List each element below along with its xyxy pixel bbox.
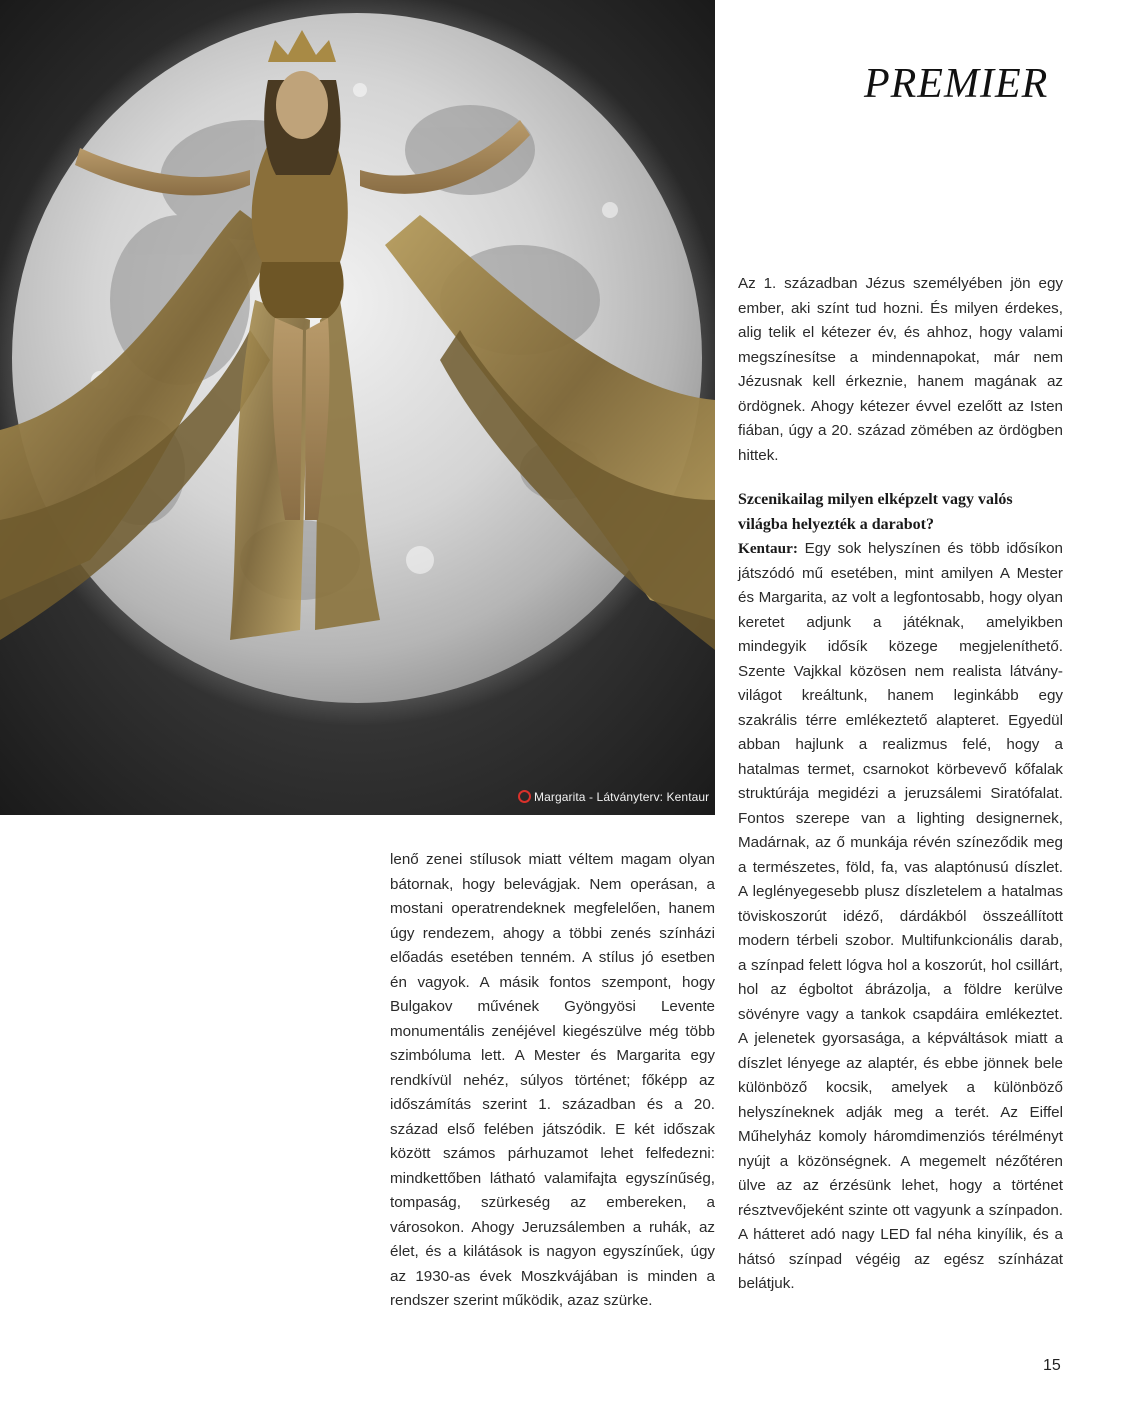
interview-answer (738, 537, 1063, 1297)
moon-figure-artwork (0, 0, 715, 815)
page-number: 15 (1043, 1357, 1061, 1374)
answer-text: Egy sok helyszínen és több idősíkon játszódó mű esetében, mint amilyen A Mester és Margarita, az volt a legfontosabb, hogy olyan keretet adjunk a játéknak, amelyikben mindegyik idősík közege megjeleníthető. Szente Vajkkal közösen nem realista látvány-világot kreáltunk, hanem leginkább egy szakrális térre emlékeztető alapteret. Egyedül abban hajlunk a realizmus felé, hogy a hatalmas termet, csarnokot körbevevő kőfalak struktúrája megidézi a jeruzsálemi Siratófalat. Fontos szerepe van a lighting designernek, Madárnak, az ő munkája révén színeződik meg a természetes, föld, fa, vas alaptónusú díszlet. A leglényegesebb plusz díszletelem a hatalmas töviskoszorút idéző, dárdákból összeállított modern térbeli szobor. Multifunkcionális darab, a színpad felett lógva hol a koszorút, hol csillárt, hol az égboltot ábrázolja, a földre kerülve sövényre vagy a tankok csapdáira emlékeztet. A jelenetek gyorsasága, a képváltások miatt a díszlet lényege az alaptér, és ebbe jönnek bele különböző kocsik, amelyek a különböző helyszíneknek adják meg a terét. Az Eiffel Műhelyház komoly háromdimenziós térélményt nyújt a közönségnek. A megemelt nézőtéren ülve az az érzésünk lehet, hogy a történet résztvevőjeként szinte ott vagyunk a színpadon. A hátteret adó nagy LED fal néha kinyílik, és a hátsó színpad végéig az egész színházat belátjuk. (738, 540, 1063, 1292)
image-caption-text: Margarita - Látványterv: Kentaur (534, 790, 710, 804)
interview-question: Szcenikailag milyen elképzelt vagy valós világba helyezték a darabot? (738, 491, 1013, 533)
image-caption (518, 790, 709, 804)
section-title: PREMIER (864, 61, 1049, 107)
speaker-label: Kentaur: (738, 540, 798, 557)
right-column (738, 272, 1063, 1297)
hero-illustration (0, 0, 715, 815)
right-column-intro: Az 1. században Jézus személyében jön egy ember, aki színt tud hozni. És milyen érdekes, alig telik el kétezer év, és ahhoz, hogy valami megszínesítse a mindennapokat, már nem Jézusnak kell érkeznie, hanem magának az ördögnek. Ahogy kétezer évvel ezelőtt az Isten fiában, úgy a 20. század zömében az ördögben hittek. (738, 275, 1063, 464)
caption-ring-icon (518, 790, 531, 803)
left-column (390, 848, 715, 1314)
left-column-text: lenő zenei stílusok miatt véltem magam olyan bátornak, hogy belevágjak. Nem operásan, a mostani operatrendeknek megfelelően, hanem úgy rendezem, ahogy a többi zenés színházi előadás esetében tenném. A stílus jó esetben én vagyok. A másik fontos szempont, hogy Bulgakov művének Gyöngyösi Levente monumentális zenéjével kiegészülve még több szimbóluma lett. A Mester és Margarita egy rendkívül nehéz, súlyos történet; főképp az időszámítás szerint 1. században és a 20. század első felében játszódik. E két időszak között számos párhuzamot lehet felfedezni: mindkettőben látható valamifajta egyszínűség, tompaság, szürkeség az embereken, a városokon. Ahogy Jeruzsálemben a ruhák, az élet, és a kilátások is nagyon egyszínűek, úgy az 1930-as évek Moszkvájában is minden a rendszer szerint működik, azaz szürke. (390, 851, 715, 1309)
